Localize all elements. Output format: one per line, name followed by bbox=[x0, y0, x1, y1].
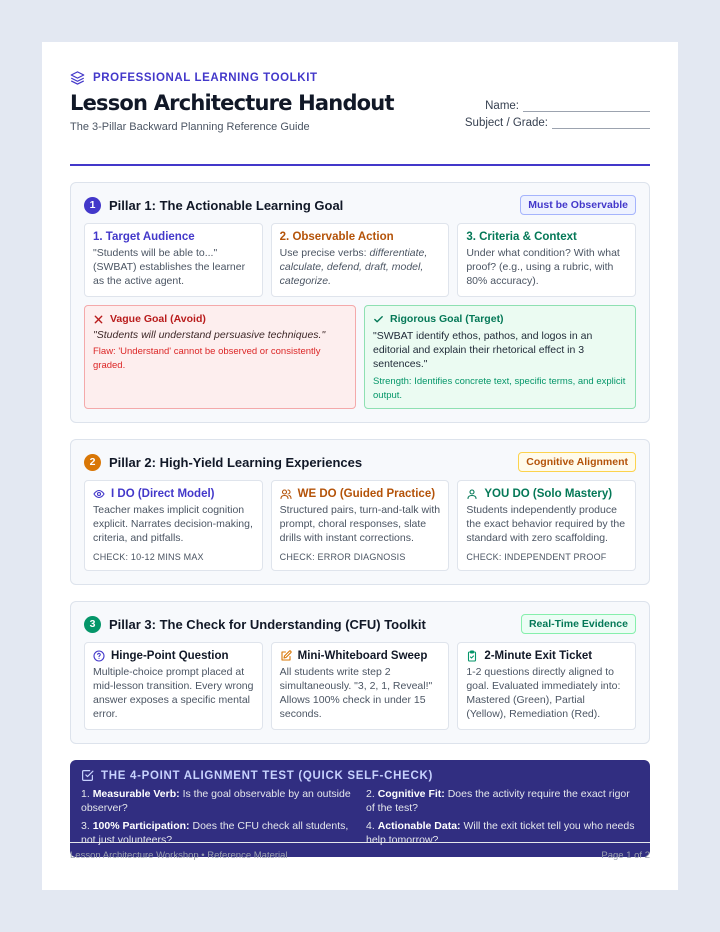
card-body: Students independently produce the exact behavior required by the standard with zero scaffolding. bbox=[466, 504, 626, 544]
clipboard-check-icon bbox=[466, 650, 478, 662]
help-circle-icon bbox=[93, 650, 105, 662]
x-icon bbox=[93, 314, 104, 325]
pillar-tag: Cognitive Alignment bbox=[518, 452, 636, 472]
card-body: Under what condition? With what proof? (e.g., using a rubric, with 80% accuracy). bbox=[466, 247, 620, 287]
you-do-card bbox=[457, 480, 636, 571]
card-check: CHECK: ERROR DIAGNOSIS bbox=[279, 552, 406, 562]
exit-ticket-card bbox=[457, 642, 636, 730]
page-footer bbox=[70, 842, 650, 861]
rigorous-goal-note: Strength: Identifies concrete text, specific terms, and explicit output. bbox=[373, 376, 626, 401]
card-body: Use precise verbs: differentiate, calculate, defend, draft, model, categorize. bbox=[279, 247, 428, 287]
criteria-context-card bbox=[457, 223, 636, 297]
pillar-tag: Real-Time Evidence bbox=[521, 614, 636, 634]
subject-label: Subject / Grade: bbox=[464, 117, 548, 129]
layers-icon bbox=[70, 70, 85, 85]
alignment-item: 4. Actionable Data: Will the exit ticket tell you who needs help tomorrow? bbox=[366, 820, 635, 846]
vague-goal-title: Vague Goal (Avoid) bbox=[110, 313, 206, 325]
edit-icon bbox=[280, 650, 292, 662]
check-square-icon bbox=[81, 769, 94, 782]
pillar-title: Pillar 1: The Actionable Learning Goal bbox=[109, 197, 344, 213]
card-title: WE DO (Guided Practice) bbox=[297, 488, 436, 500]
name-field[interactable] bbox=[523, 100, 650, 112]
target-audience-card bbox=[84, 223, 263, 297]
card-body: Multiple-choice prompt placed at mid-lesson transition. Every wrong answer exposes a specific mental error. bbox=[93, 666, 254, 720]
alignment-item: 2. Cognitive Fit: Does the activity require the exact rigor of the test? bbox=[366, 788, 630, 814]
card-title: 2. Observable Action bbox=[279, 231, 394, 243]
pillar-3-section bbox=[70, 601, 650, 744]
pillar-title: Pillar 3: The Check for Understanding (CFU) Toolkit bbox=[109, 616, 426, 632]
vague-goal-note: Flaw: 'Understand' cannot be observed or consistently graded. bbox=[93, 346, 321, 371]
card-check: CHECK: 10-12 MINS MAX bbox=[93, 552, 204, 562]
alignment-item: 3. 100% Participation: Does the CFU check all students, not just volunteers? bbox=[81, 820, 349, 846]
card-body: 1-2 questions directly aligned to goal. Evaluated immediately into: Mastered (Green), Partial (Yellow), Remediation (Red). bbox=[466, 666, 621, 720]
handout-page bbox=[42, 42, 678, 890]
vague-goal-box bbox=[84, 305, 356, 409]
page-number: Page 1 of 2 bbox=[601, 850, 650, 861]
card-title: 2-Minute Exit Ticket bbox=[484, 650, 593, 662]
we-do-card bbox=[271, 480, 450, 571]
card-body: "Students will be able to..." (SWBAT) establishes the learner as the active agent. bbox=[93, 247, 246, 287]
card-title: 3. Criteria & Context bbox=[466, 231, 577, 243]
card-check: CHECK: INDEPENDENT PROOF bbox=[466, 552, 607, 562]
pillar-number: 3 bbox=[84, 616, 101, 633]
rigorous-goal-box bbox=[364, 305, 636, 409]
page-subtitle: The 3-Pillar Backward Planning Reference Guide bbox=[70, 121, 310, 133]
whiteboard-sweep-card bbox=[271, 642, 450, 730]
rigorous-goal-quote: "SWBAT identify ethos, pathos, and logos in an editorial and explain their rhetorical effect in 3 sentences." bbox=[373, 330, 593, 370]
student-fields bbox=[465, 94, 650, 129]
card-title: Mini-Whiteboard Sweep bbox=[297, 650, 428, 662]
eye-icon bbox=[93, 488, 105, 500]
card-title: Hinge-Point Question bbox=[111, 650, 229, 662]
rigorous-goal-title: Rigorous Goal (Target) bbox=[390, 313, 504, 325]
pillar-number: 2 bbox=[84, 454, 101, 471]
card-title: I DO (Direct Model) bbox=[111, 488, 215, 500]
pillar-number: 1 bbox=[84, 197, 101, 214]
alignment-title: THE 4-POINT ALIGNMENT TEST (QUICK SELF-CHECK) bbox=[101, 769, 433, 782]
hinge-point-card bbox=[84, 642, 263, 730]
footer-left: Lesson Architecture Workshop • Reference Material bbox=[70, 850, 288, 861]
subject-field[interactable] bbox=[552, 117, 650, 129]
vague-goal-quote: "Students will understand persuasive techniques." bbox=[93, 329, 326, 341]
kicker-text: PROFESSIONAL LEARNING TOOLKIT bbox=[93, 71, 318, 84]
page-title: Lesson Architecture Handout bbox=[70, 91, 394, 115]
page-header bbox=[70, 70, 650, 166]
card-title: 1. Target Audience bbox=[93, 231, 195, 243]
users-icon bbox=[280, 488, 292, 500]
card-body: Structured pairs, turn-and-talk with prompt, choral responses, slate drills with instant corrections. bbox=[279, 504, 441, 544]
check-icon bbox=[373, 314, 384, 325]
pillar-1-section bbox=[70, 182, 650, 423]
card-body: Teacher makes implicit cognition explicit. Narrates decision-making, criteria, and pitfalls. bbox=[93, 504, 253, 544]
kicker bbox=[70, 70, 650, 85]
pillar-2-section bbox=[70, 439, 650, 585]
pillar-tag: Must be Observable bbox=[520, 195, 636, 215]
observable-action-card bbox=[271, 223, 450, 297]
card-body: All students write step 2 simultaneously. "3, 2, 1, Reveal!" Allows 100% check in under 15 seconds. bbox=[279, 666, 433, 720]
user-icon bbox=[466, 488, 478, 500]
pillar-title: Pillar 2: High-Yield Learning Experiences bbox=[109, 454, 363, 470]
card-title: YOU DO (Solo Mastery) bbox=[484, 488, 613, 500]
name-label: Name: bbox=[485, 99, 519, 112]
alignment-item: 1. Measurable Verb: Is the goal observable by an outside observer? bbox=[81, 788, 351, 814]
i-do-card bbox=[84, 480, 263, 571]
